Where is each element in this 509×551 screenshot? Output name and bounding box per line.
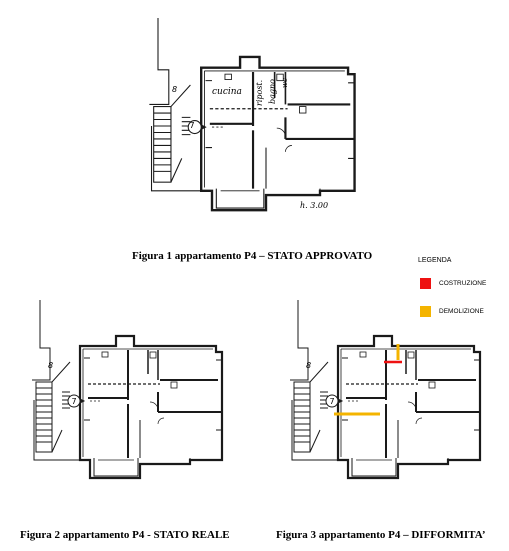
- legend-item-costruzione: [420, 278, 486, 289]
- stair-circle-fig3: 7: [329, 397, 335, 406]
- legend-swatch-demolizione: [420, 306, 431, 317]
- caption-figura-3: Figura 3 appartamento P4 – DIFFORMITA’: [276, 529, 486, 541]
- stair-number-fig1: 8: [172, 85, 178, 94]
- label-cucina: cucina: [212, 87, 242, 97]
- legend-swatch-costruzione: [420, 278, 431, 289]
- caption-figura-2: Figura 2 appartamento P4 - STATO REALE: [20, 529, 230, 541]
- plan-stato-reale: [32, 300, 222, 478]
- legend-label-demolizione: DEMOLIZIONE: [439, 308, 484, 315]
- legend-item-demolizione: [420, 306, 484, 317]
- label-wc: wc: [281, 78, 289, 88]
- stair-circle-fig1: 7: [189, 121, 195, 130]
- plan-stato-approvato: [149, 18, 354, 210]
- stair-circle-fig2: 7: [71, 397, 77, 406]
- stair-number-fig3: 8: [306, 361, 312, 370]
- legend-title: LEGENDA: [418, 257, 452, 264]
- label-ripostiglio: ripost.: [255, 79, 264, 106]
- caption-figura-1: Figura 1 appartamento P4 – STATO APPROVATO: [132, 250, 373, 262]
- plan-difformita: [290, 300, 480, 478]
- label-height: h. 3.00: [300, 201, 329, 210]
- stair-number-fig2: 8: [48, 361, 54, 370]
- label-bagno: bagno: [268, 79, 277, 104]
- legend-label-costruzione: COSTRUZIONE: [439, 280, 487, 287]
